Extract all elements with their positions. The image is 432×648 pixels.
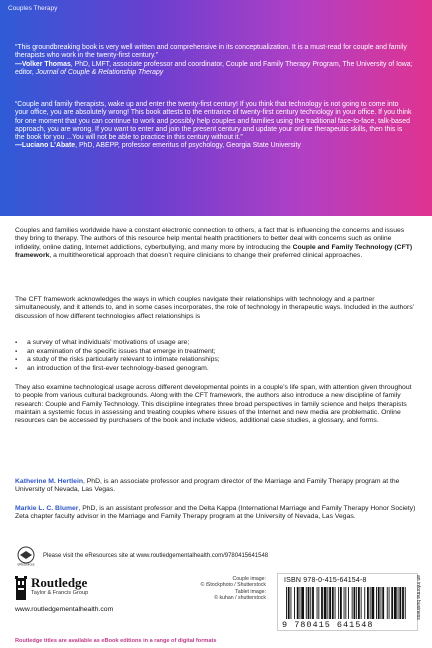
- quote-text: “This groundbreaking book is very well written and comprehensive in its conceptualization. It is a must-read for couple and family therapists who work in the twenty-first century.”: [15, 44, 407, 60]
- quote-credentials: , PhD, ABEPP, professor emeritus of psychology, Georgia State University: [75, 142, 301, 150]
- description-paragraph-1: [15, 227, 417, 260]
- informa-tagline: an informa business: [415, 575, 421, 620]
- routledge-tower-icon: [15, 576, 27, 602]
- description-paragraph-2: The CFT framework acknowledges the ways in which couples navigate their relationships with technology and a partner simultaneously, and it attends to, and in some cases incorporates, the role of technology in therapeutic ways. Included in the authors’ discussion of how different technologies affect relationships is: [15, 296, 414, 320]
- eresources-icon: [15, 546, 37, 566]
- list-item: ▪ a survey of what individuals’ motivations of usage are;: [15, 339, 417, 348]
- publisher-name: Routledge: [31, 575, 88, 590]
- svg-text:eResources: eResources: [17, 562, 35, 566]
- cft-framework-bold: Couple and Family Technology (CFT) framework: [15, 243, 413, 259]
- author-name: Markie L. C. Blumer: [15, 505, 79, 512]
- quote-journal: Journal of Couple & Relationship Therapy: [35, 68, 164, 76]
- author-bio-1: [15, 478, 417, 495]
- quotes-banner: [0, 0, 432, 216]
- list-item: ▪ an examination of the specific issues that emerge in treatment;: [15, 348, 417, 357]
- publisher-url: www.routledgementalhealth.com: [15, 606, 114, 613]
- description-text: Couples and families worldwide have a constant electronic connection to others, a fact that is influencing the concerns and issues they bring to therapy. The authors of this resource help mental health practitioners to better deal with concerns such as online infidelity, online dating, Internet addictions, cyberbullying, and many more by introducing the: [15, 227, 405, 251]
- couple-credit-source: © iStockphoto / Shutterstock: [200, 582, 266, 589]
- author-bio-2: [15, 505, 417, 522]
- footer: [0, 638, 432, 648]
- quote-author: —Luciano L’Abate: [15, 142, 76, 150]
- barcode-icon: [284, 587, 412, 619]
- image-credits: [196, 576, 266, 602]
- author-bio-text: , PhD, is an assistant professor and the Delta Kappa (International Marriage and Family Therapy Honor Society) Zeta chapter faculty advisor in the Marriage and Family Therapy program at the University of Nevada, Las Vegas.: [15, 505, 416, 521]
- bullet-list: [15, 339, 417, 373]
- barcode-block: [277, 573, 418, 631]
- publisher-sub: Taylor & Francis Group: [31, 590, 89, 596]
- endorsement-quote-1: [15, 44, 413, 77]
- endorsement-quote-2: [15, 101, 413, 151]
- isbn-number: ISBN 978-0-415-64154-8: [284, 577, 367, 584]
- quote-credentials: , PhD, LMFT, associate professor and coordinator, Couple and Family Therapy Program, The University of Iowa; editor,: [15, 60, 413, 76]
- quote-text: “Couple and family therapists, wake up and enter the twenty-first century! If you think that technology is not going to come into your office, you are absolutely wrong! This book attests to the entrance of twenty-first century technology in your office. If you think for one moment that you can continue to work and possibly help couples and families using the traditional face-to-face, talk-based approach, you are wrong. If you want to enter and join the present century and update your online therapeutic skills, then this is the book for you ...You will not be able to practice in this century without it.”: [15, 101, 412, 142]
- author-bio-text: , PhD, is an associate professor and program director of the Marriage and Family Therapy program at the University of Nevada, Las Vegas.: [15, 478, 400, 494]
- author-name: Katherine M. Hertlein: [15, 478, 83, 485]
- eresources-text: Please visit the eResources site at www.routledgementalhealth.com/9780415641548: [43, 553, 269, 559]
- barcode-digits: 9 780415 641548: [282, 620, 374, 630]
- list-item: ▪ a study of the risks particularly relevant to intimate relationships;: [15, 356, 417, 365]
- publisher-logo: [15, 576, 88, 602]
- description-text: , a multitheoretical approach that doesn’t require clinicians to change their preferred clinical approaches.: [49, 251, 363, 259]
- description-paragraph-3: They also examine technological usage across different developmental points in a couple’s life span, with attention given throughout to people from various cultural backgrounds. Along with the CFT framework, the authors also introduce a new discipline of family research: Couple and Family Technology. This discipline integrates three broad perspectives in family science and helps therapists maintain a systemic focus in assessing and treating couples where issues of the Internet and new media are problematic. Online resources can be accessed by purchasers of the book and include videos, additional case studies, a glossary, and forms.: [15, 384, 412, 425]
- quote-author: —Volker Thomas: [15, 60, 71, 68]
- tablet-credit-label: Tablet image:: [235, 588, 266, 595]
- eresources-notice: [15, 546, 268, 566]
- ebook-note: Routledge titles are available as eBook editions in a range of digital formats: [15, 638, 217, 644]
- category-label: Couples Therapy: [8, 5, 58, 12]
- tablet-credit-source: © kuhan / shutterstock: [214, 595, 266, 602]
- list-item: ▪ an introduction of the first-ever technology-based genogram.: [15, 365, 417, 374]
- couple-credit-label: Couple image:: [232, 576, 266, 582]
